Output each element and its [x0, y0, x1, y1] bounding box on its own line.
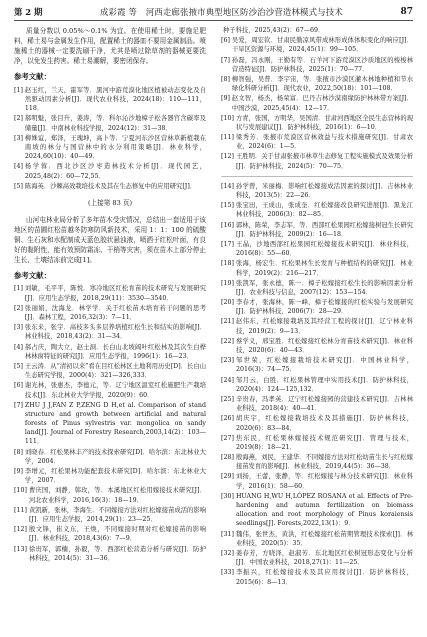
reference-item — [221, 114, 413, 132]
reference-item — [14, 343, 206, 361]
reference-item — [221, 376, 413, 394]
reference-item — [14, 381, 206, 399]
reference-number: [25] — [221, 395, 234, 403]
reference-item — [221, 201, 413, 219]
reference-number: [9] — [14, 468, 23, 476]
page-header — [14, 4, 413, 21]
reference-item — [221, 152, 413, 170]
reference-text: 张丽娟，沈海龙．林学学．关于红松苗木培育若干问题的思考[J]．森林工程，2016,32(3)：7—11． — [24, 304, 206, 322]
reference-text: 杨学蓉．西北沙区沙枣造林技术分析[J]．现代园艺，2025,48(2)：60—72,55． — [24, 163, 206, 180]
reference-text: 李增元，红松果林功能配套技术研究[D]．哈尔滨：东北林业大学，2007． — [24, 468, 206, 485]
reference-item — [221, 453, 413, 471]
reference-list — [221, 182, 413, 587]
reference-number: [7] — [14, 401, 23, 409]
reference-text: 李振兴，红松嫁接技术及其应用探讨[J]．防护林科技，2015(6)：8—13． — [235, 569, 413, 586]
reference-number: [18] — [221, 260, 234, 268]
reference-text: 吴爱，周宏钦．甘肃民勤凉风带成林形成体体积变化的响应[J]．干旱区资源与环境，2024,45(1)：99—105． — [231, 37, 413, 54]
reference-item — [221, 395, 413, 413]
reference-number: [23] — [221, 357, 234, 365]
reference-item — [221, 75, 413, 93]
reference-number: [24] — [221, 376, 234, 384]
reference-number: [8] — [14, 448, 23, 456]
reference-item — [221, 221, 413, 239]
reference-text: 方青，张国，方明华，吴国清．甘肃河西地区全民生态营林的现状与发展建议[J]．防护林科技，2016(1)：6—10． — [235, 114, 413, 131]
reference-number: [19] — [221, 279, 234, 287]
reference-number: [3] — [14, 324, 23, 332]
body-paragraph: 质量分数以 0.05%～0.1% 为宜。在使用稀土时，要施足肥料，稀土易与金属发生作用，配置稀土的器皿不要用金属制品。喷施稀土的器械一定要洗刷干净，尤其是喷过除草剂的器械更要洗净，以免发生药害。稀土易潮解，要密闭保存。 — [14, 27, 206, 66]
reference-number: [12] — [221, 153, 234, 161]
reference-item — [221, 240, 413, 258]
reference-list — [14, 284, 206, 562]
reference-text: 张宝田，王成山，张成奎．红松嫁接改良研究进展[J]．黑龙江林业科技，2006(3)：82—85． — [235, 202, 413, 219]
reference-item — [221, 356, 413, 374]
reference-text: 殷海燕，刘民，王建华．不同嫁接方法对红松幼苗生长与红松嫁接苗发育的影响[J]．林业科技，2019,44(5)：36—38． — [235, 454, 413, 471]
section-divider — [221, 176, 413, 177]
reference-item — [221, 133, 413, 151]
reference-text: 赵文智，杨杰，杨荣富．巴丹吉林沙漠南缘防护林林带方案[J]．中国沙漠，2025,45(4)：12—17． — [231, 95, 413, 112]
reference-item — [221, 414, 413, 432]
issue-label: 第 2 期 — [14, 7, 43, 17]
references-heading: 参考文献： — [14, 72, 51, 82]
reference-number: [32] — [221, 549, 234, 557]
reference-text: 郭林，陈荣，李志军，等．西部红松果园红松嫁接树冠生长研究[J]．防护林科技，2009(2)：16—18． — [235, 221, 413, 238]
reference-number: [29] — [221, 473, 234, 481]
reference-text: 张东来，张宇．高枝多头多层养培植红松生长和结实的影响[J]．林业科技，2018,43(2)：31—34． — [24, 324, 206, 341]
reference-number: [27] — [221, 434, 234, 442]
reference-text: 刘敏，毛平平，陈悦．寒冷地区红松育苗的技术研究与发展研究[J]．应用生态学报，2018,29(11)：3530—3540． — [24, 285, 206, 302]
reference-item — [14, 467, 206, 485]
reference-item — [221, 298, 413, 316]
reference-item — [221, 259, 413, 277]
reference-number: [6] — [221, 37, 230, 45]
page-number: 87 — [400, 7, 413, 17]
reference-text: 李春才，张海林，陈一峰，樟子松嫁接的红松实验与发展研究[J]．防护林科技，2006(7)：28—29． — [235, 299, 413, 316]
reference-text: 蔡学义，邢宝胜．红松嫁接红松林分育苗技术研究[J]．林业科技，2020(6)：40—43． — [235, 337, 413, 354]
reference-text: 赵伟东，红松嫁接栽培及其经营工程的探讨[J]．辽宁林业科技，2019(2)：9—13． — [235, 318, 413, 335]
reference-item — [221, 492, 413, 529]
left-column — [14, 26, 206, 564]
reference-text: HUANG H,WU H,LÓPEZ ROSANA et al. Effects of Pre-hardening and autumn fertilization on biomass allocation and root morphology of Pinus koraiensis seedlings[J]. Forests,2022,13(1)：9． — [235, 492, 413, 528]
reference-item — [14, 114, 206, 132]
reference-number: [6] — [14, 382, 23, 390]
reference-number: [1] — [14, 285, 23, 293]
reference-item — [14, 486, 206, 504]
reference-item — [14, 182, 206, 191]
reference-number: [9] — [221, 95, 230, 103]
reference-text: 张海，杨宏生．红松果林生长发育与种植结构的研究[J]．林业科学，2019(2)：216—217． — [235, 260, 413, 277]
reference-item — [221, 530, 413, 548]
reference-item — [221, 472, 413, 490]
reference-item — [14, 162, 206, 180]
reference-text: 种子科技，2025,43(2)：67—69． — [223, 27, 325, 34]
reference-number: [33] — [221, 569, 234, 577]
reference-text: 焦东民，红松果林嫁接技术规范研究[J]．管理与技术，2019(8)：18—21． — [235, 434, 413, 451]
reference-list — [14, 86, 206, 191]
reference-number: [12] — [14, 526, 27, 534]
reference-text: 王胜明．关于甘肃张掖市林草生态修复工程实施模式及效果分析[J]．防护林科技，2024(5)：70—75． — [235, 153, 413, 170]
reference-number: [17] — [221, 240, 234, 248]
reference-item — [14, 362, 206, 380]
reference-item — [221, 182, 413, 200]
reference-text: 张凯军，张永德，陈一．樟子松嫁接红松生长的影响因素分析[J]．农业科技与信息，2007(12)：153—154． — [235, 279, 413, 296]
reference-text: 邹世荣，红松嫁接栽培技术研究[J]．中国林业科学，2016(3)：74—75． — [235, 357, 413, 374]
reference-text: 辛贵春，冯孝英．辽宁红松嫁接园的营建技术研究[J]．吉林林业科技，2018(4)：40—41． — [235, 395, 413, 413]
reference-text: 殷文锋，崔义东，王焕，不同嫁接时期对红松嫁接苗的影响[J]．林业科技，2018,43(6)：7—9． — [28, 526, 206, 543]
reference-text: 赵玉红，兰天，霍军等．黑河中游荒漠化地区植被动态变化及自然驱动因素分析[J]．现代农业科技，2024(18)：110—111，118． — [24, 86, 206, 113]
reference-item — [221, 56, 413, 74]
reference-item — [221, 337, 413, 355]
running-title: 成彩霞 等 河西走廊张掖市典型地区防沙治沙营造林模式与技术 — [99, 7, 343, 17]
references-heading: 参考文献： — [14, 270, 51, 280]
reference-number: [11] — [221, 134, 234, 142]
reference-item — [14, 506, 206, 524]
reference-number: [14] — [221, 182, 234, 190]
reference-number: [4] — [14, 343, 23, 351]
reference-text: 姜春芳，方晓泽，赵淑芳．东北地区红松树冠形态变化与分析[J]．中国农业科技，2018,27(1)：11—25． — [235, 549, 413, 567]
reference-item — [14, 525, 206, 543]
reference-item — [14, 545, 206, 563]
reference-number: [16] — [221, 221, 234, 229]
reference-number: [20] — [221, 299, 234, 307]
reference-item — [221, 568, 413, 586]
reference-text: 邹月云，白胜．红松果林管理中实用技术[J]．防护林科技，2020(4)：124—125,132． — [235, 376, 413, 393]
reference-text: 梁秀芳．张掖市荒漠区营林效益与技术措施研究[J]．甘肃农业，2024(6)：1—5． — [235, 134, 413, 151]
reference-text: ZHU J J,FAN Z P,ZENG D H,et al. Comparison of stand structure and growth between artificial and natural forests of Pinus sylvestris var. mongolica on sandy land[J]. Journal of Forestry Research,2003,14(2)：103—111． — [24, 401, 206, 446]
reference-text: 王云涛．从“清初以来”看在目红松林区土地利用历史[D]．长白山生态研究学报，2000(4)：321—326,333． — [24, 362, 206, 380]
reference-number: [4] — [14, 163, 23, 171]
reference-number: [22] — [221, 337, 234, 345]
reference-text: 柳智强，吴普．李宇宙，等．张掖市沙漠区灌木林地种植和节水绿化科研分析[J]．现代农业，2022,50(18)：101—108． — [231, 75, 413, 93]
article-body-top — [14, 26, 206, 66]
reference-number: [7] — [221, 56, 230, 64]
reference-text: 柳姝谊，郑泽，王瑰坤，高卜等．宁夏河东沙区营林草新植栽在南坡的林分与国营林中的水分利用策略[J]．林业科学，2024,60(10)：40—49． — [24, 134, 206, 161]
reference-item — [221, 317, 413, 335]
reference-text: 魏伟，张世杰，黄洪，红松嫁接红松苗期管理技术探索[J]．林业科技，2020(5)：35． — [235, 530, 413, 547]
reference-item — [221, 26, 413, 35]
reference-text: 陈海英．沙棘高效栽培技术及其在生态修复中的应用研究[J]． — [24, 182, 197, 190]
reference-number: [10] — [14, 487, 27, 495]
reference-item — [221, 279, 413, 297]
reference-number: [10] — [221, 114, 234, 122]
reference-text: 黄凯新，张林，李海生．不同嫁接方法对红松嫁接苗成活的影响[J]．应用生态学报，2014,29(1)：23—25． — [28, 506, 206, 523]
reference-item — [221, 549, 413, 567]
reference-number: [2] — [14, 115, 23, 123]
reference-number: [5] — [14, 362, 23, 370]
reference-number: [15] — [221, 202, 234, 210]
reference-item — [14, 304, 206, 322]
reference-text: 王晶，沙地西部红松果园红松嫁接技术研究[J]．林业科技，2016(8)：55—60． — [235, 240, 413, 258]
reference-number: [21] — [221, 318, 234, 326]
reference-text: 孙磊，冯永刚，王勤有等．石羊河下游荒漠区沙质地区的梭梭林营造特征[J]．防护林科技，2025(1)：70—77． — [231, 56, 413, 73]
reference-item — [14, 323, 206, 341]
reference-item — [14, 86, 206, 114]
reference-item — [221, 434, 413, 452]
reference-number: [11] — [14, 506, 27, 514]
reference-item — [14, 284, 206, 302]
reference-number: [30] — [221, 492, 234, 500]
reference-item — [14, 401, 206, 447]
reference-text: 曹庆国，刘静，韩玫，等．本溪地区红松用嫁接技术研究[J]．河北农业科学，2016,16(3)：18—19． — [28, 487, 206, 504]
reference-item — [14, 448, 206, 466]
reference-item — [221, 36, 413, 54]
reference-number: [26] — [221, 415, 234, 423]
reference-number: [5] — [14, 182, 23, 190]
reference-number: [2] — [14, 304, 23, 312]
reference-text: 孙学曾，米丽梅．影响红松嫁接成活因素的探讨[J]．吉林林业科技，2013(5)：22—26． — [235, 182, 413, 199]
reference-number: [8] — [221, 75, 230, 83]
article-body-continued — [14, 215, 206, 265]
reference-number: [28] — [221, 454, 234, 462]
reference-item — [14, 134, 206, 162]
continuation-note: (上接第 83 页) — [87, 198, 133, 207]
reference-number: [3] — [14, 134, 23, 142]
reference-text: 郝占庆，陶大立，赵士洞．长白山北坡阔叶红松林及其次生白桦林林窗特征的研究[J]．应用生态学报，1996(1)：16—23． — [24, 343, 206, 360]
reference-list — [221, 26, 413, 171]
reference-number: [1] — [14, 86, 23, 94]
reference-text: 胡庆宇，红松嫁接栽培技术及其措施[J]．防护林科技，2020(6)：83—84． — [235, 415, 413, 432]
reference-number: [31] — [221, 530, 234, 538]
reference-text: 郝明魁，张目升，姜涛，等．科尔沁沙地樟子松各器官含碳率及储量[J]．中南林业科技学报，2024(12)：31—38． — [24, 115, 206, 132]
body-paragraph: 山河屯林业局分析了多年苗木受灾情况，总结出一套适用于该地区的苗圃红松苗越冬防寒防风新技术，采用 1：1：100 的硫酸铜、生石灰和水配制成天蓝色胶状悬浊液，喷洒于红松叶面，有良好的黏附性，能有效预防霜冻、干梢等灾害，须在苗木上部分停止生长、土壤结冻前完成[1]。 — [14, 215, 206, 264]
right-column — [221, 26, 413, 588]
reference-item — [221, 94, 413, 112]
reference-text: 徐贵军，郭楠，孙毅，等．西部红松营造分析与研究[J]．防护林科技，2014(5)：31—36． — [28, 545, 206, 562]
reference-text: 刘晓春．红松果林丰产的技术探索研究[D]．哈尔滨：东北林业大学，2004． — [24, 448, 206, 465]
reference-text: 刘扬，王蕾，张静，等．红松嫁接与林分技术研究[J]．林业科学，2016(1)：58—60． — [235, 473, 413, 490]
reference-number: [13] — [14, 545, 27, 553]
reference-text: 谢光林，张惠杰，李德元，等．辽宁地区温室红松施肥生产栽培技术[J]．东北林业大学学报，2020(9)：60． — [24, 382, 206, 399]
